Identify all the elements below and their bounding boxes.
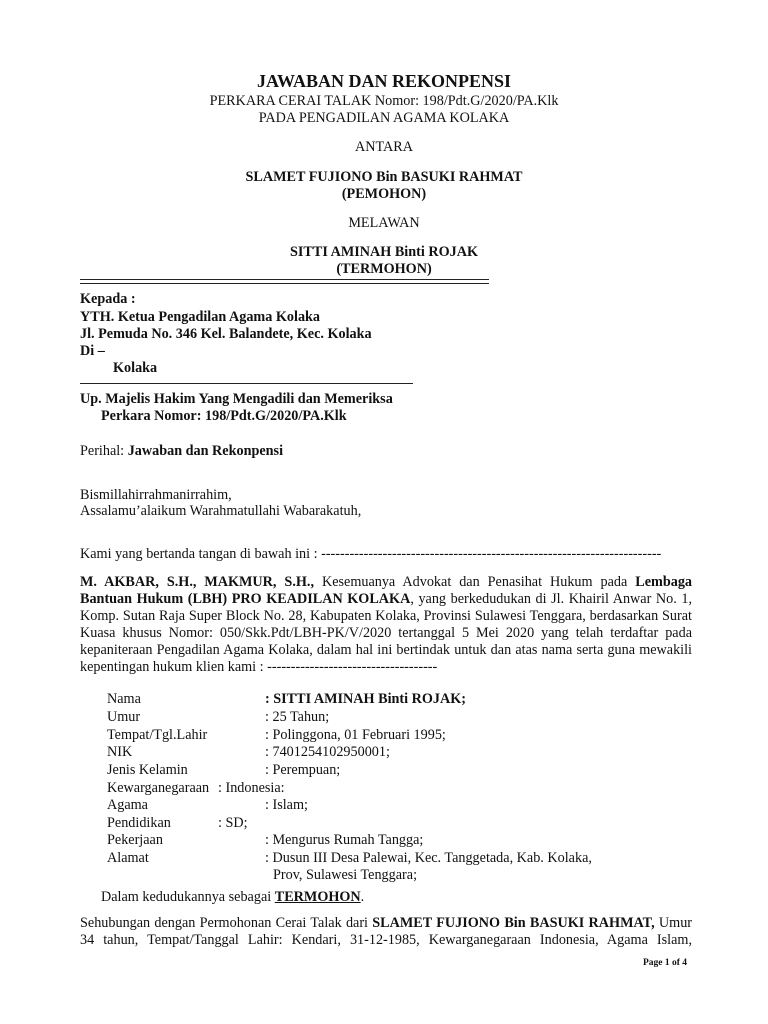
recipient-title: YTH. Ketua Pengadilan Agama Kolaka: [80, 309, 321, 325]
paragraph-line: kepaniteraan Pengadilan Agama Kolaka, dalam hal ini bertindak untuk dan atas nama serta guna mewakili: [80, 642, 692, 658]
pendidikan-value: : SD;: [218, 815, 248, 831]
paragraph-line: [80, 591, 692, 608]
melawan-text: MELAWAN: [348, 215, 420, 231]
header-double-rule: [80, 279, 489, 284]
perihal-value: Jawaban dan Rekonpensi: [127, 443, 284, 459]
advocate-names: M. AKBAR, S.H., MAKMUR, S.H.,: [80, 574, 314, 590]
kedudukan-text: Dalam kedudukannya sebagai: [101, 889, 275, 905]
umur-label: Umur: [107, 709, 141, 725]
case-number-line: PERKARA CERAI TALAK Nomor: 198/Pdt.G/2020/PA.Klk: [209, 93, 559, 109]
court-line: PADA PENGADILAN AGAMA KOLAKA: [258, 110, 510, 126]
page-number: Page 1 of 4: [643, 958, 688, 968]
perihal-label: Perihal:: [80, 443, 128, 459]
pemohon-role: (PEMOHON): [341, 186, 427, 202]
kewarganegaraan-value: : Indonesia:: [218, 780, 285, 796]
pekerjaan-value: : Mengurus Rumah Tangga;: [265, 832, 424, 848]
recipient-city: Kolaka: [113, 360, 158, 376]
pemohon-name: SLAMET FUJIONO Bin BASUKI RAHMAT: [245, 169, 523, 185]
nama-label: Nama: [107, 691, 141, 707]
pemohon-name-inline: SLAMET FUJIONO Bin BASUKI RAHMAT,: [372, 915, 655, 931]
paragraph-line: Kuasa khusus Nomor: 050/Skk.Pdt/LBH-PK/V/2020 tertanggal 5 Mei 2020 yang telah terdaftar pada: [80, 625, 692, 641]
kedudukan-end: .: [360, 889, 365, 905]
paragraph-line: [80, 574, 692, 591]
termohon-name: SITTI AMINAH Binti ROJAK: [289, 244, 479, 260]
paragraph-line: 34 tahun, Tempat/Tanggal Lahir: Kendari, 31-12-1985, Kewarganegaraan Indonesia, Agama Islam,: [80, 932, 692, 948]
salam-text: Assalamu’alaikum Warahmatullahi Wabarakatuh,: [80, 503, 362, 519]
termohon-role-underlined: TERMOHON: [274, 889, 361, 905]
jenis-kelamin-label: Jenis Kelamin: [107, 762, 188, 778]
alamat-value-cont: Prov, Sulawesi Tenggara;: [273, 867, 418, 883]
intro-line: Kami yang bertanda tangan di bawah ini : ------------------------------------------------------------------------: [80, 546, 662, 562]
paragraph-line: kepentingan hukum klien kami : ------------------------------------: [80, 659, 438, 675]
lbh-name: Bantuan Hukum (LBH) PRO KEADILAN KOLAKA: [80, 591, 411, 607]
termohon-role: (TERMOHON): [336, 261, 432, 277]
document-title: JAWABAN DAN REKONPENSI: [256, 71, 512, 91]
paragraph-text: Umur: [654, 915, 693, 931]
antara-text: ANTARA: [355, 139, 413, 155]
umur-value: : 25 Tahun;: [265, 709, 330, 725]
recipient-address: Jl. Pemuda No. 346 Kel. Balandete, Kec. Kolaka: [80, 326, 372, 342]
paragraph-line: [80, 915, 692, 932]
nik-value: : 7401254102950001;: [265, 744, 390, 760]
alamat-label: Alamat: [107, 850, 149, 866]
paragraph-text: Kesemuanya Advokat dan Penasihat Hukum pada: [314, 574, 636, 590]
alamat-value: : Dusun III Desa Palewai, Kec. Tanggetada, Kab. Kolaka,: [265, 850, 592, 866]
jenis-kelamin-value: : Perempuan;: [265, 762, 341, 778]
agama-value: : Islam;: [265, 797, 308, 813]
kewarganegaraan-label: Kewarganegaraan: [107, 780, 210, 796]
address-rule: [80, 383, 413, 384]
agama-label: Agama: [107, 797, 148, 813]
paragraph-text: , yang berkedudukan di Jl. Khairil Anwar No. 1,: [410, 591, 692, 607]
di-label: Di –: [80, 343, 105, 359]
up-line-2: Perkara Nomor: 198/Pdt.G/2020/PA.Klk: [101, 408, 347, 424]
paragraph-line: Komp. Sutan Raja Super Block No. 28, Kabupaten Kolaka, Provinsi Sulawesi Tenggara, berdasarkan Surat: [80, 608, 692, 624]
kepada-label: Kepada :: [80, 291, 136, 307]
paragraph-text: Sehubungan dengan Permohonan Cerai Talak dari: [80, 915, 373, 931]
up-line-1: Up. Majelis Hakim Yang Mengadili dan Memeriksa: [80, 391, 393, 407]
ttl-value: : Polinggona, 01 Februari 1995;: [265, 727, 446, 743]
nama-value: : SITTI AMINAH Binti ROJAK;: [265, 691, 467, 707]
bismillah-text: Bismillahirrahmanirrahim,: [80, 487, 232, 503]
perihal-line: [80, 443, 283, 460]
nik-label: NIK: [107, 744, 133, 760]
lbh-name-part: Lembaga: [635, 574, 692, 590]
ttl-label: Tempat/Tgl.Lahir: [107, 727, 208, 743]
pendidikan-label: Pendidikan: [107, 815, 171, 831]
pekerjaan-label: Pekerjaan: [107, 832, 163, 848]
kedudukan-line: [101, 889, 364, 906]
